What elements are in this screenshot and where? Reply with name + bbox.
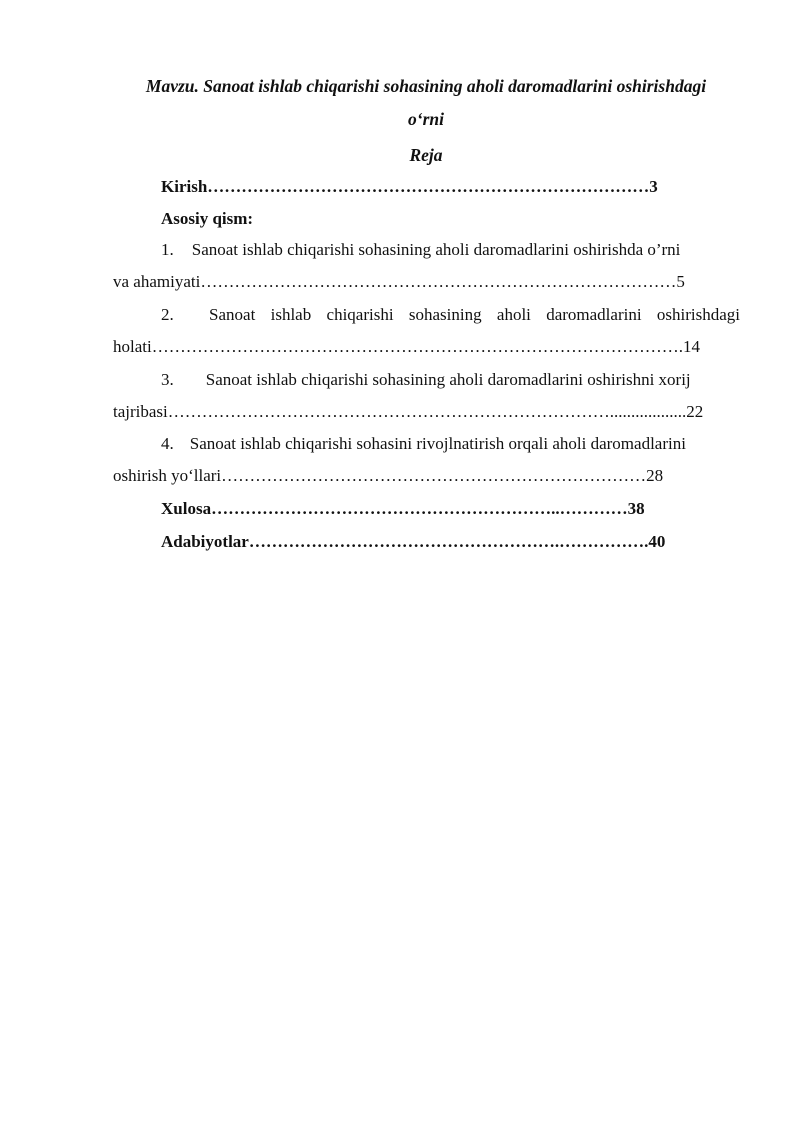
toc-item-2-word: daromadlarini <box>546 305 642 324</box>
toc-intro: Kirish……………………………………………………………………3 <box>161 177 658 196</box>
toc-item-4-text: Sanoat ishlab chiqarishi sohasini rivojlnatirish orqali aholi daromadlarini <box>189 434 686 453</box>
toc-item-2-word: oshirishdagi <box>656 305 740 324</box>
toc-item-2-second-line: holati………………………………………………………………………………….14 <box>113 337 700 356</box>
toc-item-2-word: Sanoat <box>209 305 256 324</box>
toc-item-1-text: Sanoat ishlab chiqarishi sohasining aholi daromadlarini oshirishda o’rni <box>191 240 681 259</box>
toc-conclusion: Xulosa……………………………………………………..…………38 <box>161 499 645 518</box>
toc-item-1-second-line: va ahamiyati…………………………………………………………………………5 <box>113 272 685 291</box>
toc-item-2-word: ishlab <box>270 305 312 324</box>
toc-item-2-word: sohasining <box>408 305 482 324</box>
toc-item-3-text: Sanoat ishlab chiqarishi sohasining aholi daromadlarini oshirishni xorij <box>205 370 691 389</box>
toc-item-3-second-line: tajribasi……………………………………………………………………..................22 <box>113 402 704 421</box>
toc-item-3-number: 3. <box>161 370 174 389</box>
toc-item-3-first-line <box>161 370 691 390</box>
toc-main-heading: Asosiy qism: <box>161 209 254 228</box>
topic-title-line-1: Mavzu. Sanoat ishlab chiqarishi sohasining aholi daromadlarini oshirishdagi <box>145 76 707 96</box>
toc-item-2-first-line <box>161 305 740 325</box>
toc-item-4-second-line: oshirish yo‘llari…………………………………………………………………28 <box>113 466 664 485</box>
topic-title-line-2: o‘rni <box>408 109 444 129</box>
toc-item-1-number: 1. <box>161 240 174 259</box>
toc-item-1-first-line <box>161 240 680 260</box>
plan-heading: Reja <box>409 145 443 165</box>
toc-item-4-first-line <box>161 434 686 454</box>
toc-item-2-word: aholi <box>496 305 531 324</box>
toc-references: Adabiyotlar……………………………………………….…………….40 <box>161 532 666 551</box>
toc-item-4-number: 4. <box>161 434 174 453</box>
toc-item-2-word: chiqarishi <box>326 305 394 324</box>
toc-item-2-number: 2. <box>161 305 174 324</box>
